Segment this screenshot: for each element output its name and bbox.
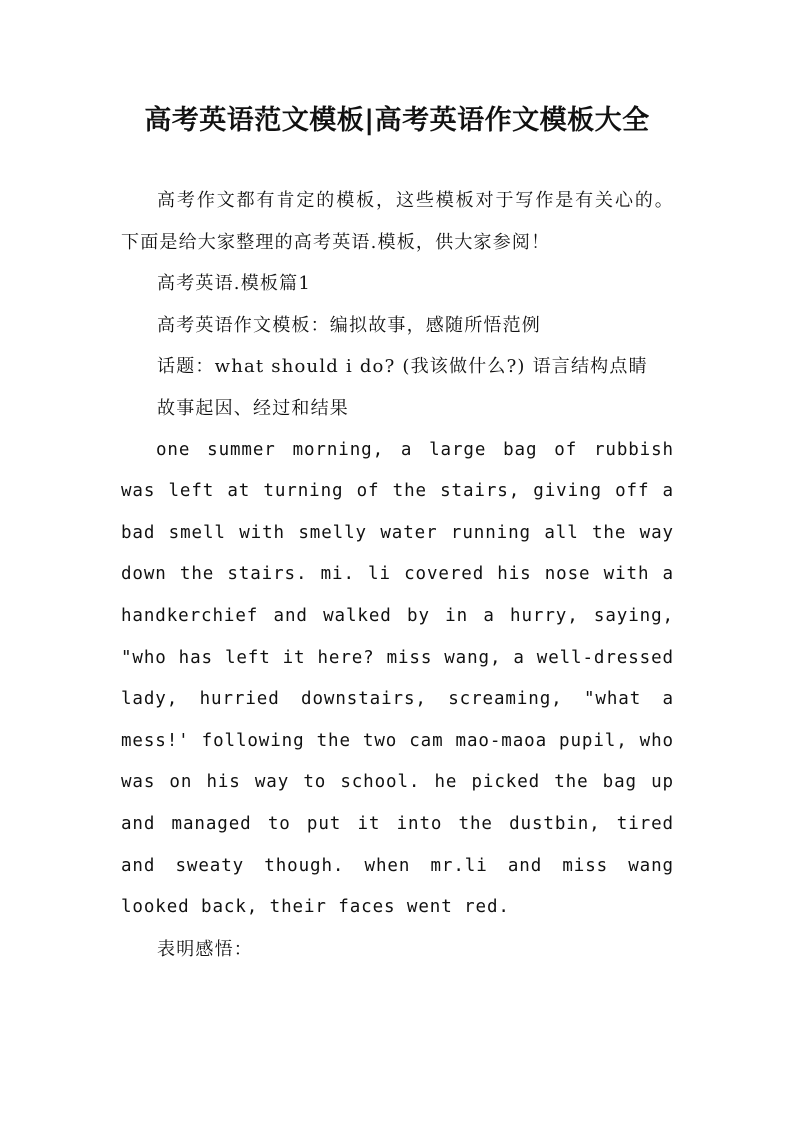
template-subheading: 高考英语作文模板：编拟故事，感随所悟范例 [157, 314, 541, 336]
topic-paragraph: 话题：what should i do? (我该做什么?) 语言结构点睛 [157, 356, 648, 378]
intro-paragraph: 高考作文都有肯定的模板，这些模板对于写作是有关心的。下面是给大家整理的高考英语.模板，供大家参阅！ [121, 190, 674, 253]
story-heading: 故事起因、经过和结果 [157, 397, 349, 419]
reflection-heading: 表明感悟： [157, 938, 253, 960]
story-paragraph: one summer morning, a large bag of rubbish was left at turning of the stairs, giving off a bad smell with smelly water running all the way down the stairs. mi. li covered his nose with a handkerchief and walked by in a hurry, saying, "who has left it here? miss wang, a well-dressed lady, hurried downstairs, screaming, "what a mess!' following the two cam mao-maoa pupil, who was on his way to school. he picked the bag up and managed to put it into the dustbin, tired and sweaty though. when mr.li and miss wang looked back, their faces went red. [121, 439, 674, 918]
section-heading: 高考英语.模板篇1 [157, 273, 311, 295]
document-title: 高考英语范文模板|高考英语作文模板大全 [144, 105, 650, 136]
document-body [121, 180, 674, 970]
